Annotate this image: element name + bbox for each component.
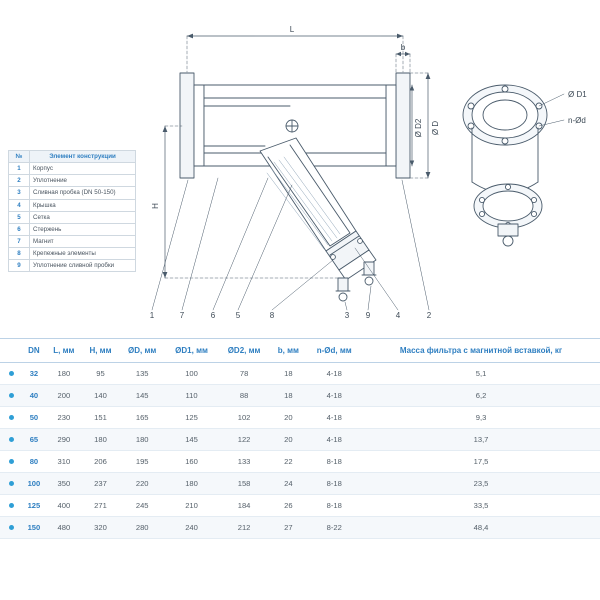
cell-b: 26 — [270, 495, 306, 517]
cell-d: 180 — [119, 429, 165, 451]
cell-d1: 125 — [165, 407, 218, 429]
legend-desc: Корпус — [30, 163, 136, 175]
cell-mass: 48,4 — [362, 517, 600, 539]
bullet-icon — [9, 459, 14, 464]
cell-d2: 102 — [218, 407, 271, 429]
legend-desc: Уплотнение сливной пробки — [30, 260, 136, 272]
cell-d2: 158 — [218, 473, 271, 495]
dim-label-n-Od: n-Ød — [568, 116, 586, 125]
cell-b: 18 — [270, 385, 306, 407]
cell-dn: 150 — [22, 517, 46, 539]
row-bullet — [0, 363, 22, 385]
table-row — [0, 429, 600, 451]
cell-d2: 212 — [218, 517, 271, 539]
bullet-icon — [9, 437, 14, 442]
cell-d: 145 — [119, 385, 165, 407]
row-bullet — [0, 451, 22, 473]
construction-elements-legend — [8, 150, 136, 272]
legend-num: 5 — [9, 211, 30, 223]
header-dn: DN — [22, 339, 46, 363]
cell-nod: 8-18 — [306, 451, 362, 473]
cell-d2: 184 — [218, 495, 271, 517]
cell-mass: 9,3 — [362, 407, 600, 429]
cell-d1: 210 — [165, 495, 218, 517]
cell-b: 20 — [270, 407, 306, 429]
cell-d: 280 — [119, 517, 165, 539]
legend-num: 9 — [9, 260, 30, 272]
cell-mass: 5,1 — [362, 363, 600, 385]
cell-h: 151 — [82, 407, 119, 429]
legend-num: 3 — [9, 187, 30, 199]
cell-dn: 100 — [22, 473, 46, 495]
legend-header-desc: Элемент конструкции — [30, 151, 136, 163]
legend-row — [9, 211, 136, 223]
cell-d1: 100 — [165, 363, 218, 385]
cell-dn: 125 — [22, 495, 46, 517]
table-row — [0, 495, 600, 517]
legend-row — [9, 260, 136, 272]
legend-num: 4 — [9, 199, 30, 211]
legend-num: 2 — [9, 175, 30, 187]
callout-1: 1 — [149, 311, 155, 320]
cell-nod: 8-22 — [306, 517, 362, 539]
header-b: b, мм — [270, 339, 306, 363]
callout-2: 2 — [426, 311, 432, 320]
legend-desc: Крепежные элементы — [30, 248, 136, 260]
dim-label-D2: Ø D2 — [414, 118, 423, 138]
cell-l: 200 — [46, 385, 82, 407]
callout-4: 4 — [395, 311, 401, 320]
cell-d2: 133 — [218, 451, 271, 473]
cell-nod: 4-18 — [306, 385, 362, 407]
legend-num: 7 — [9, 235, 30, 247]
cell-mass: 17,5 — [362, 451, 600, 473]
cell-b: 24 — [270, 473, 306, 495]
callout-5: 5 — [235, 311, 241, 320]
bullet-icon — [9, 525, 14, 530]
header-d2: ØD2, мм — [218, 339, 271, 363]
cell-d2: 88 — [218, 385, 271, 407]
callout-7: 7 — [179, 311, 185, 320]
callout-3: 3 — [344, 311, 350, 320]
header-d1: ØD1, мм — [165, 339, 218, 363]
cell-d2: 78 — [218, 363, 271, 385]
header-h: H, мм — [82, 339, 119, 363]
cell-d: 220 — [119, 473, 165, 495]
table-row — [0, 473, 600, 495]
cell-d2: 122 — [218, 429, 271, 451]
cell-h: 140 — [82, 385, 119, 407]
cell-d: 165 — [119, 407, 165, 429]
bullet-icon — [9, 393, 14, 398]
legend-header-row — [9, 151, 136, 163]
cell-b: 22 — [270, 451, 306, 473]
legend-row — [9, 187, 136, 199]
cell-l: 350 — [46, 473, 82, 495]
cell-mass: 13,7 — [362, 429, 600, 451]
callout-6: 6 — [210, 311, 216, 320]
callout-9: 9 — [365, 311, 371, 320]
header-l: L, мм — [46, 339, 82, 363]
cell-h: 95 — [82, 363, 119, 385]
cell-l: 230 — [46, 407, 82, 429]
bullet-icon — [9, 481, 14, 486]
cell-d: 195 — [119, 451, 165, 473]
bullet-icon — [9, 503, 14, 508]
legend-row — [9, 223, 136, 235]
row-bullet — [0, 473, 22, 495]
cell-h: 180 — [82, 429, 119, 451]
bullet-icon — [9, 415, 14, 420]
dim-label-D: Ø D — [431, 120, 440, 136]
cell-dn: 32 — [22, 363, 46, 385]
cell-d1: 110 — [165, 385, 218, 407]
cell-dn: 80 — [22, 451, 46, 473]
cell-b: 18 — [270, 363, 306, 385]
header-bullet — [0, 339, 22, 363]
table-row — [0, 451, 600, 473]
cell-dn: 40 — [22, 385, 46, 407]
cell-l: 480 — [46, 517, 82, 539]
cell-b: 20 — [270, 429, 306, 451]
legend-desc: Стержень — [30, 223, 136, 235]
callout-8: 8 — [269, 311, 275, 320]
table-row — [0, 517, 600, 539]
cell-l: 400 — [46, 495, 82, 517]
cell-mass: 33,5 — [362, 495, 600, 517]
legend-desc: Уплотнение — [30, 175, 136, 187]
legend-desc: Сливная пробка (DN 50-150) — [30, 187, 136, 199]
legend-desc: Крышка — [30, 199, 136, 211]
row-bullet — [0, 385, 22, 407]
cell-h: 237 — [82, 473, 119, 495]
legend-row — [9, 248, 136, 260]
table-row — [0, 385, 600, 407]
legend-row — [9, 163, 136, 175]
header-d: ØD, мм — [119, 339, 165, 363]
header-nod: n-Ød, мм — [306, 339, 362, 363]
cell-l: 180 — [46, 363, 82, 385]
cell-d1: 180 — [165, 473, 218, 495]
legend-desc: Сетка — [30, 211, 136, 223]
cell-h: 320 — [82, 517, 119, 539]
cell-d: 135 — [119, 363, 165, 385]
legend-row — [9, 199, 136, 211]
cell-b: 27 — [270, 517, 306, 539]
cell-dn: 50 — [22, 407, 46, 429]
cell-nod: 8-18 — [306, 495, 362, 517]
cell-mass: 23,5 — [362, 473, 600, 495]
cell-d: 245 — [119, 495, 165, 517]
dim-label-H: H — [151, 203, 160, 209]
row-bullet — [0, 495, 22, 517]
cell-nod: 8-18 — [306, 473, 362, 495]
cell-l: 310 — [46, 451, 82, 473]
cell-h: 271 — [82, 495, 119, 517]
legend-header-num: № — [9, 151, 30, 163]
legend-num: 8 — [9, 248, 30, 260]
bullet-icon — [9, 371, 14, 376]
legend-row — [9, 175, 136, 187]
filter-drawing — [140, 10, 592, 335]
cell-d1: 160 — [165, 451, 218, 473]
legend-num: 6 — [9, 223, 30, 235]
cell-l: 290 — [46, 429, 82, 451]
legend-num: 1 — [9, 163, 30, 175]
cell-h: 206 — [82, 451, 119, 473]
cell-d1: 240 — [165, 517, 218, 539]
header-mass: Масса фильтра с магнитной вставкой, кг — [362, 339, 600, 363]
cell-nod: 4-18 — [306, 363, 362, 385]
table-row — [0, 407, 600, 429]
cell-nod: 4-18 — [306, 407, 362, 429]
table-header-row — [0, 339, 600, 363]
cell-dn: 65 — [22, 429, 46, 451]
dim-label-L: L — [289, 25, 295, 34]
dim-label-b: b — [400, 43, 406, 52]
legend-desc: Магнит — [30, 235, 136, 247]
cell-nod: 4-18 — [306, 429, 362, 451]
dimensions-table — [0, 338, 600, 539]
legend-row — [9, 235, 136, 247]
table-row — [0, 363, 600, 385]
cell-mass: 6,2 — [362, 385, 600, 407]
row-bullet — [0, 407, 22, 429]
cell-d1: 145 — [165, 429, 218, 451]
dim-label-D1-right: Ø D1 — [568, 90, 587, 99]
row-bullet — [0, 517, 22, 539]
row-bullet — [0, 429, 22, 451]
